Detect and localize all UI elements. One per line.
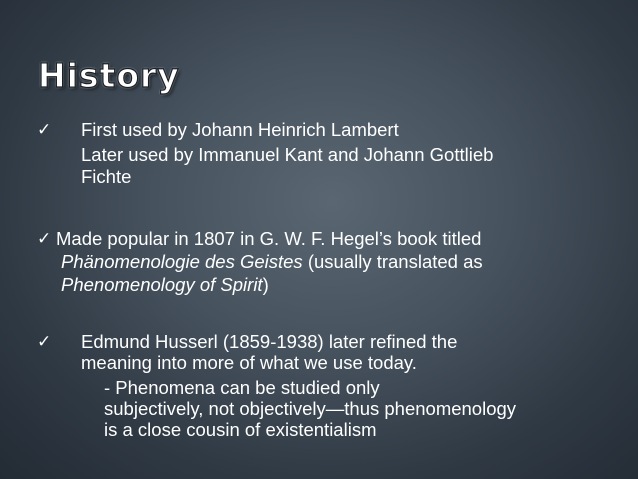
checkmark-icon: ✓ <box>37 332 52 352</box>
book-title-english: Phenomenology of Spirit <box>61 274 263 295</box>
bullet-2-line-1: Made popular in 1807 in G. W. F. Hegel’s book titled <box>56 228 482 249</box>
bullet-1-line-2: Later used by Immanuel Kant and Johann Gottlieb <box>81 144 494 165</box>
bullet-2-line-3 <box>61 274 269 296</box>
book-title-german: Phänomenologie des Geistes <box>61 251 303 272</box>
bullet-1-line-3: Fichte <box>81 166 132 187</box>
bullet-2-line-2 <box>61 251 483 273</box>
bullet-1-line-1: First used by Johann Heinrich Lambert <box>81 119 399 140</box>
slide-title: History <box>38 56 180 95</box>
bullet-3-line-2: meaning into more of what we use today. <box>81 352 417 373</box>
bullet-3-sub-line-1: - Phenomena can be studied only <box>104 377 380 398</box>
bullet-3-line-1: Edmund Husserl (1859-1938) later refined the <box>81 331 458 352</box>
checkmark-icon: ✓ <box>37 120 52 140</box>
bullet-2-line-2-rest: (usually translated as <box>302 251 483 272</box>
bullet-2-line-3-rest: ) <box>262 274 269 295</box>
checkmark-icon: ✓ <box>37 229 52 249</box>
bullet-3-sub-line-3: is a close cousin of existentialism <box>104 419 377 440</box>
bullet-3-sub-line-2: subjectively, not objectively—thus phenomenology <box>104 398 517 419</box>
